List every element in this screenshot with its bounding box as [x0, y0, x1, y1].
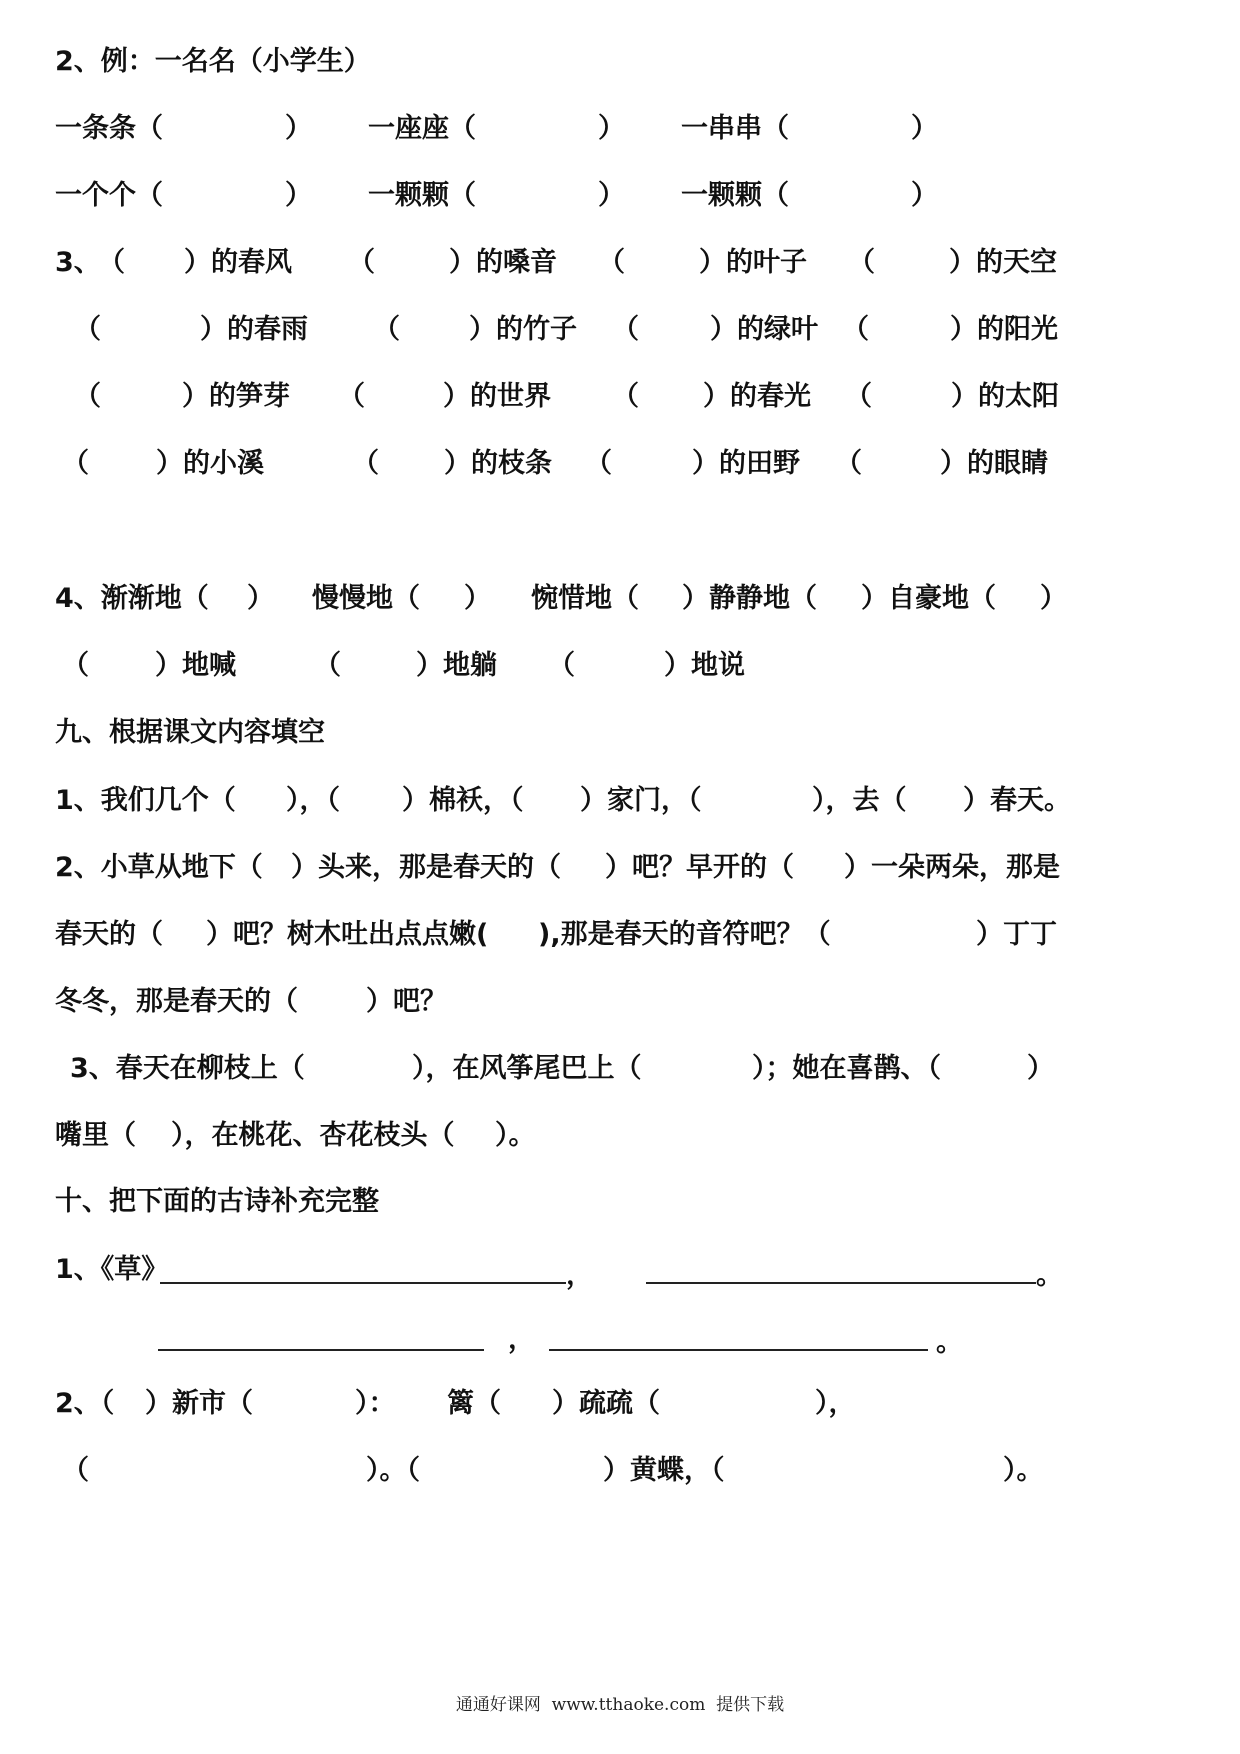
punctuation: ，: [566, 1260, 593, 1291]
blank-close: ）: [598, 180, 625, 211]
blank-open: （: [548, 650, 575, 681]
adjective-phrase: ）的竹子: [469, 314, 577, 345]
adjective-phrase: ）的阳光: [950, 314, 1058, 345]
measure-word-prompt: 一串串（: [681, 113, 789, 144]
adjective-phrase: ）的春风: [184, 247, 292, 278]
blank-close: ）: [464, 583, 491, 614]
verb-phrase: ）地说: [664, 650, 745, 681]
page-footer: 通通好课网 www.tthaoke.com 提供下载: [455, 1695, 785, 1715]
blank-close: ）: [598, 113, 625, 144]
blank-open: （: [338, 381, 365, 412]
blank-close: ）: [911, 113, 938, 144]
adjective-phrase: ）的枝条: [444, 448, 552, 479]
fill-text: 春天的（: [55, 919, 163, 950]
adverb-prompt: 4、渐渐地（: [55, 583, 209, 614]
fill-text: ）: [1027, 1053, 1054, 1084]
blank-open: （: [314, 650, 341, 681]
verb-phrase: ）地喊: [155, 650, 236, 681]
blank-open: （: [74, 381, 101, 412]
blank-open: （: [348, 247, 375, 278]
blank-open: （: [835, 448, 862, 479]
adverb-prompt: 慢慢地（: [312, 583, 420, 614]
fill-text: 冬冬，那是春天的（: [55, 986, 298, 1017]
adjective-phrase: ）的眼睛: [940, 448, 1048, 479]
measure-word-prompt: 一个个（: [55, 180, 163, 211]
fill-text: ），: [815, 1388, 856, 1419]
answer-line[interactable]: [160, 1282, 566, 1284]
blank-open: （: [848, 247, 875, 278]
adjective-phrase: ）的天空: [949, 247, 1057, 278]
blank-close: ）: [911, 180, 938, 211]
fill-text: ），去（: [812, 785, 907, 816]
fill-text: 2、（: [55, 1388, 115, 1419]
fill-text: ）新市（: [145, 1388, 253, 1419]
fill-text: ）家门，（: [580, 785, 702, 816]
punctuation: 。: [1036, 1260, 1063, 1291]
fill-text: （: [62, 1455, 89, 1486]
fill-text: ），（: [286, 785, 340, 816]
fill-text: ）吧？早开的（: [605, 852, 794, 883]
fill-text: 3、春天在柳枝上（: [70, 1053, 305, 1084]
answer-line[interactable]: [549, 1349, 928, 1351]
section-heading: 九、根据课文内容填空: [55, 717, 325, 748]
fill-text: ）。（: [366, 1455, 420, 1486]
adjective-phrase: ）的小溪: [156, 448, 264, 479]
fill-text: ）春天。: [963, 785, 1071, 816]
blank-open: （: [373, 314, 400, 345]
fill-text: ）一朵两朵，那是: [844, 852, 1060, 883]
fill-text: 嘴里（: [55, 1120, 136, 1151]
adjective-phrase: ）的叶子: [699, 247, 807, 278]
poem-title: 1、《草》: [55, 1254, 169, 1285]
fill-text: ),那是春天的音符吧？（: [538, 919, 831, 950]
blank-open: （: [612, 314, 639, 345]
fill-text: 篱（: [447, 1388, 501, 1419]
punctuation: ，: [508, 1324, 535, 1355]
fill-text: ）疏疏（: [552, 1388, 660, 1419]
adverb-prompt: 惋惜地（: [531, 583, 639, 614]
blank-close: ）: [247, 583, 274, 614]
fill-text: ）黄蝶，（: [603, 1455, 725, 1486]
blank-open: （: [842, 314, 869, 345]
blank-close: ）: [1040, 583, 1067, 614]
fill-text: ）吧？: [366, 986, 447, 1017]
adjective-phrase: ）的田野: [692, 448, 800, 479]
adverb-prompt: ）自豪地（: [861, 583, 996, 614]
example-line: 2、例：一名名（小学生）: [55, 46, 371, 77]
fill-text: ）。: [1003, 1455, 1044, 1486]
blank-close: ）: [285, 180, 312, 211]
fill-text: 2、小草从地下（: [55, 852, 263, 883]
answer-line[interactable]: [646, 1282, 1036, 1284]
fill-text: ）吧？树木吐出点点嫩(: [206, 919, 489, 950]
blank-open: （: [845, 381, 872, 412]
blank-close: ）: [285, 113, 312, 144]
blank-open: （: [598, 247, 625, 278]
fill-text: ），在桃花、杏花枝头（: [171, 1120, 455, 1151]
fill-text: ）：: [355, 1388, 396, 1419]
blank-open: （: [98, 247, 125, 278]
blank-open: （: [612, 381, 639, 412]
punctuation: 。: [936, 1327, 963, 1358]
measure-word-prompt: 一座座（: [368, 113, 476, 144]
verb-phrase: ）地躺: [416, 650, 497, 681]
blank-open: （: [352, 448, 379, 479]
fill-text: ）。: [495, 1120, 536, 1151]
blank-open: （: [585, 448, 612, 479]
question-number: 3、: [55, 247, 101, 278]
measure-word-prompt: 一条条（: [55, 113, 163, 144]
answer-line[interactable]: [158, 1349, 484, 1351]
measure-word-prompt: 一颗颗（: [368, 180, 476, 211]
fill-text: 1、我们几个（: [55, 785, 236, 816]
blank-open: （: [62, 448, 89, 479]
measure-word-prompt: 一颗颗（: [681, 180, 789, 211]
section-heading: 十、把下面的古诗补充完整: [55, 1186, 379, 1217]
blank-open: （: [74, 314, 101, 345]
blank-open: （: [62, 650, 89, 681]
adjective-phrase: ）的世界: [443, 381, 551, 412]
adjective-phrase: ）的春光: [703, 381, 811, 412]
adjective-phrase: ）的太阳: [951, 381, 1059, 412]
fill-text: ）；她在喜鹊、（: [752, 1053, 941, 1084]
adjective-phrase: ）的笋芽: [182, 381, 290, 412]
adverb-prompt: ）静静地（: [682, 583, 817, 614]
adjective-phrase: ）的绿叶: [710, 314, 818, 345]
adjective-phrase: ）的嗓音: [449, 247, 557, 278]
fill-text: ），在风筝尾巴上（: [412, 1053, 642, 1084]
adjective-phrase: ）的春雨: [200, 314, 308, 345]
fill-text: ）棉袄，（: [402, 785, 524, 816]
fill-text: ）头来，那是春天的（: [291, 852, 561, 883]
fill-text: ）丁丁: [976, 919, 1057, 950]
